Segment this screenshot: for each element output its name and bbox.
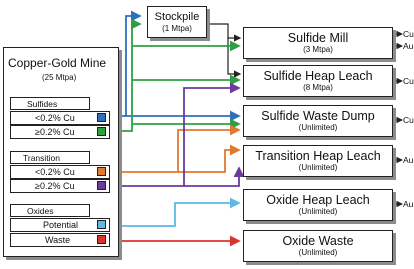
transition-heap-leach-title: Transition Heap Leach bbox=[255, 149, 381, 163]
sulfide-waste-dump-output-cu: Cu bbox=[403, 115, 414, 125]
sulfide-waste-dump-rate: (Unlimited) bbox=[298, 123, 338, 132]
transition-heap-leach-rate: (Unlimited) bbox=[298, 163, 338, 172]
sulfide-heap-leach-title: Sulfide Heap Leach bbox=[263, 69, 373, 83]
sulfide-low-item bbox=[10, 111, 110, 125]
connector-orange-transition bbox=[178, 150, 239, 172]
sulfide-heap-leach-output-cu: Cu bbox=[403, 76, 414, 86]
group-transition-header bbox=[10, 151, 90, 164]
sulfide-heap-leach-box bbox=[243, 65, 393, 97]
connector-stockpile-mill bbox=[205, 24, 240, 38]
sulfide-low-label: <0.2% Cu bbox=[35, 113, 75, 123]
sulfide-mill-output-cu: Cu bbox=[403, 29, 414, 39]
stockpile-box bbox=[147, 6, 207, 38]
transition-heap-leach-output-au: Au bbox=[403, 155, 414, 165]
oxide-waste-item bbox=[10, 233, 110, 247]
transition-high-swatch bbox=[97, 181, 106, 190]
transition-high-label: ≥0.2% Cu bbox=[35, 181, 75, 191]
oxide-waste-title: Oxide Waste bbox=[282, 234, 354, 248]
sulfide-low-swatch bbox=[97, 113, 106, 122]
oxide-heap-leach-rate: (Unlimited) bbox=[298, 207, 338, 216]
group-sulfides-header bbox=[10, 97, 90, 110]
transition-high-item bbox=[10, 179, 110, 193]
oxide-heap-leach-title: Oxide Heap Leach bbox=[266, 193, 370, 207]
group-oxides-header bbox=[10, 204, 90, 217]
sulfide-waste-dump-box bbox=[243, 105, 393, 137]
group-transition-label: Transition bbox=[23, 153, 61, 163]
connector-green-stockpile bbox=[117, 24, 140, 131]
oxide-waste-box bbox=[243, 230, 393, 262]
sulfide-mill-output-au: Au bbox=[403, 41, 414, 51]
oxide-waste-rate: (Unlimited) bbox=[298, 248, 338, 257]
stockpile-rate: (1 Mtpa) bbox=[162, 24, 192, 33]
connector-stockpile-heap bbox=[228, 38, 240, 74]
sulfide-mill-box bbox=[243, 27, 393, 59]
transition-low-item bbox=[10, 165, 110, 179]
oxide-heap-leach-box bbox=[243, 189, 393, 221]
sulfide-heap-leach-rate: (8 Mtpa) bbox=[303, 83, 333, 92]
mine-title: Copper-Gold Mine bbox=[8, 56, 107, 70]
stockpile-title: Stockpile bbox=[154, 11, 200, 23]
sulfide-high-item bbox=[10, 125, 110, 139]
mine-rate: (25 Mtpa) bbox=[42, 73, 77, 82]
oxide-waste-label: Waste bbox=[45, 235, 71, 245]
sulfide-high-swatch bbox=[97, 127, 106, 136]
oxide-potential-label: Potential bbox=[43, 220, 79, 230]
sulfide-mill-title: Sulfide Mill bbox=[287, 31, 349, 45]
connector-orange-waste bbox=[117, 130, 239, 172]
sulfide-waste-dump-title: Sulfide Waste Dump bbox=[261, 109, 375, 123]
connector-blue-stockpile bbox=[117, 16, 140, 116]
connector-purple-transition bbox=[184, 168, 239, 186]
transition-heap-leach-box bbox=[243, 145, 393, 177]
group-oxides-label: Oxides bbox=[27, 206, 54, 216]
oxide-heap-leach-output-au: Au bbox=[403, 199, 414, 209]
group-sulfides-label: Sulfides bbox=[27, 99, 58, 109]
oxide-waste-swatch bbox=[97, 235, 106, 244]
transition-low-label: <0.2% Cu bbox=[35, 167, 75, 177]
sulfide-mill-rate: (3 Mtpa) bbox=[303, 45, 333, 54]
sulfide-high-label: ≥0.2% Cu bbox=[35, 127, 75, 137]
oxide-potential-item bbox=[10, 218, 110, 232]
connector-cyan-oxide-heap bbox=[117, 203, 239, 226]
oxide-potential-swatch bbox=[97, 220, 106, 229]
transition-low-swatch bbox=[97, 167, 106, 176]
